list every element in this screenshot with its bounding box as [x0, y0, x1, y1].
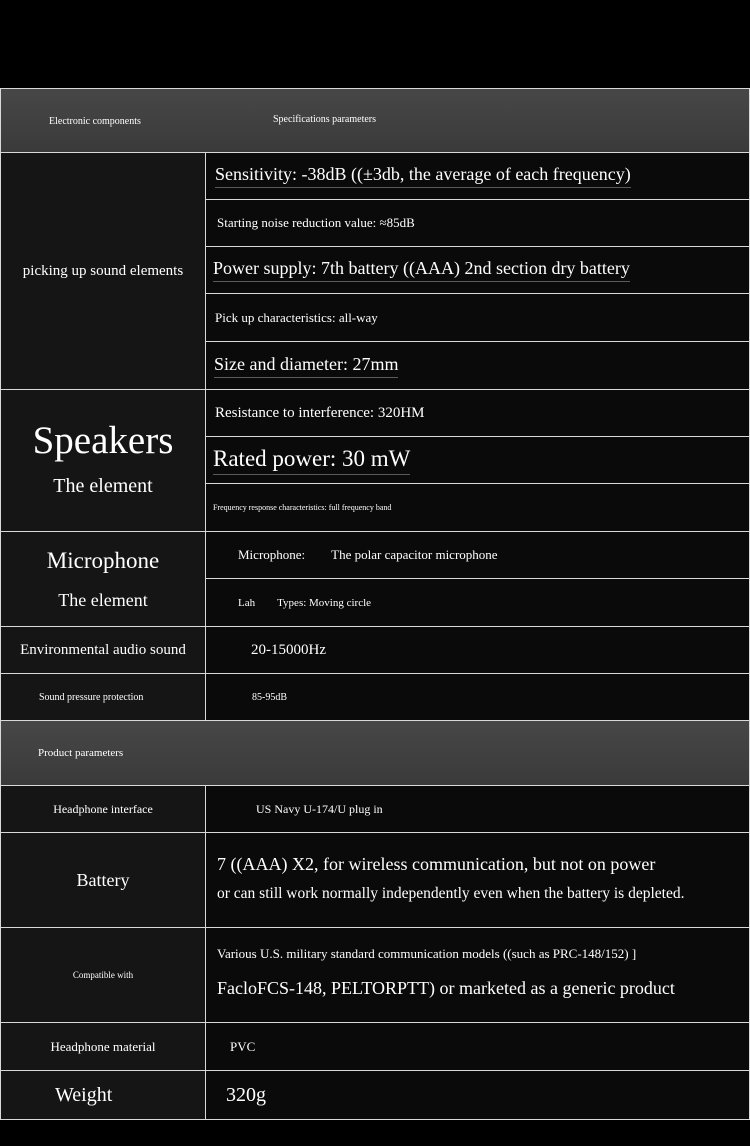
speakers-label-cell	[0, 389, 206, 532]
environmental-label: Environmental audio sound	[20, 641, 186, 658]
product-parameters-header: Product parameters	[38, 747, 124, 759]
environmental-value-cell	[205, 626, 750, 674]
pickup-label: picking up sound elements	[22, 262, 184, 279]
microphone-value: The polar capacitor microphone	[331, 547, 498, 562]
microphone-element-label: The element	[58, 589, 148, 610]
sound-pressure-value-cell	[205, 673, 750, 721]
battery-label: Battery	[76, 869, 130, 890]
speakers-row-resistance	[205, 389, 750, 437]
microphone-moving-circle: Types: Moving circle	[277, 596, 372, 609]
compatible-value-line2: FacloFCS-148, PELTORPTT) or marketed as a generic product	[217, 977, 675, 998]
compatible-value-cell	[205, 927, 750, 1023]
pickup-power-supply: Power supply: 7th battery ((AAA) 2nd section dry battery	[213, 258, 630, 282]
microphone-lah: Lah	[238, 596, 256, 609]
pickup-row-sensitivity	[205, 152, 750, 200]
speakers-resistance: Resistance to interference: 320HM	[215, 404, 425, 421]
material-label: Headphone material	[50, 1038, 156, 1054]
microphone-label-cell	[0, 531, 206, 627]
table1-header-row	[0, 88, 750, 153]
compatible-value-line1: Various U.S. military standard communication models ((such as PRC-148/152) ]	[217, 945, 637, 961]
interface-label-cell	[0, 785, 206, 833]
pickup-characteristics: Pick up characteristics: all-way	[215, 309, 378, 325]
pickup-row-noise	[205, 199, 750, 247]
pickup-row-power	[205, 246, 750, 294]
microphone-key: Microphone:	[238, 547, 306, 562]
pickup-label-cell	[0, 152, 206, 390]
weight-label: Weight	[55, 1083, 113, 1106]
speakers-row-frequency	[205, 483, 750, 532]
table2-header-row	[0, 720, 750, 786]
battery-value-cell	[205, 832, 750, 928]
speakers-frequency-response: Frequency response characteristics: full frequency band	[213, 503, 392, 512]
weight-label-cell	[0, 1070, 206, 1120]
battery-value-line1: 7 ((AAA) X2, for wireless communication, but not on power	[217, 853, 656, 874]
microphone-row-type	[205, 531, 750, 579]
battery-label-cell	[0, 832, 206, 928]
interface-value: US Navy U-174/U plug in	[256, 801, 383, 816]
pickup-noise-reduction: Starting noise reduction value: ≈85dB	[217, 215, 415, 230]
sound-pressure-value: 85-95dB	[252, 691, 287, 703]
spec-sheet	[0, 88, 750, 1120]
sound-pressure-label: Sound pressure protection	[39, 691, 144, 703]
interface-value-cell	[205, 785, 750, 833]
sound-pressure-label-cell	[0, 673, 206, 721]
weight-value-cell	[205, 1070, 750, 1120]
environmental-value: 20-15000Hz	[251, 641, 326, 658]
pickup-size: Size and diameter: 27mm	[214, 354, 398, 378]
header-specifications-parameters: Specifications parameters	[273, 114, 377, 125]
compatible-label: Compatible with	[72, 970, 134, 980]
microphone-label: Microphone	[46, 547, 160, 573]
compatible-label-cell	[0, 927, 206, 1023]
bottom-black-band	[0, 1120, 750, 1146]
battery-value-line2: or can still work normally independently even when the battery is depleted.	[217, 884, 685, 902]
interface-label: Headphone interface	[53, 801, 153, 816]
pickup-row-characteristics	[205, 293, 750, 342]
speakers-element-label: The element	[53, 474, 153, 497]
speakers-row-power	[205, 436, 750, 484]
pickup-row-size	[205, 341, 750, 390]
header-electronic-components: Electronic components	[49, 116, 141, 127]
weight-value: 320g	[226, 1083, 266, 1106]
pickup-sensitivity: Sensitivity: -38dB ((±3db, the average of each frequency)	[215, 164, 631, 188]
speakers-label: Speakers	[32, 418, 174, 462]
environmental-label-cell	[0, 626, 206, 674]
material-value: PVC	[230, 1038, 256, 1054]
material-value-cell	[205, 1022, 750, 1071]
material-label-cell	[0, 1022, 206, 1071]
microphone-row-moving	[205, 578, 750, 627]
top-black-band	[0, 0, 750, 88]
speakers-rated-power: Rated power: 30 mW	[213, 446, 410, 475]
